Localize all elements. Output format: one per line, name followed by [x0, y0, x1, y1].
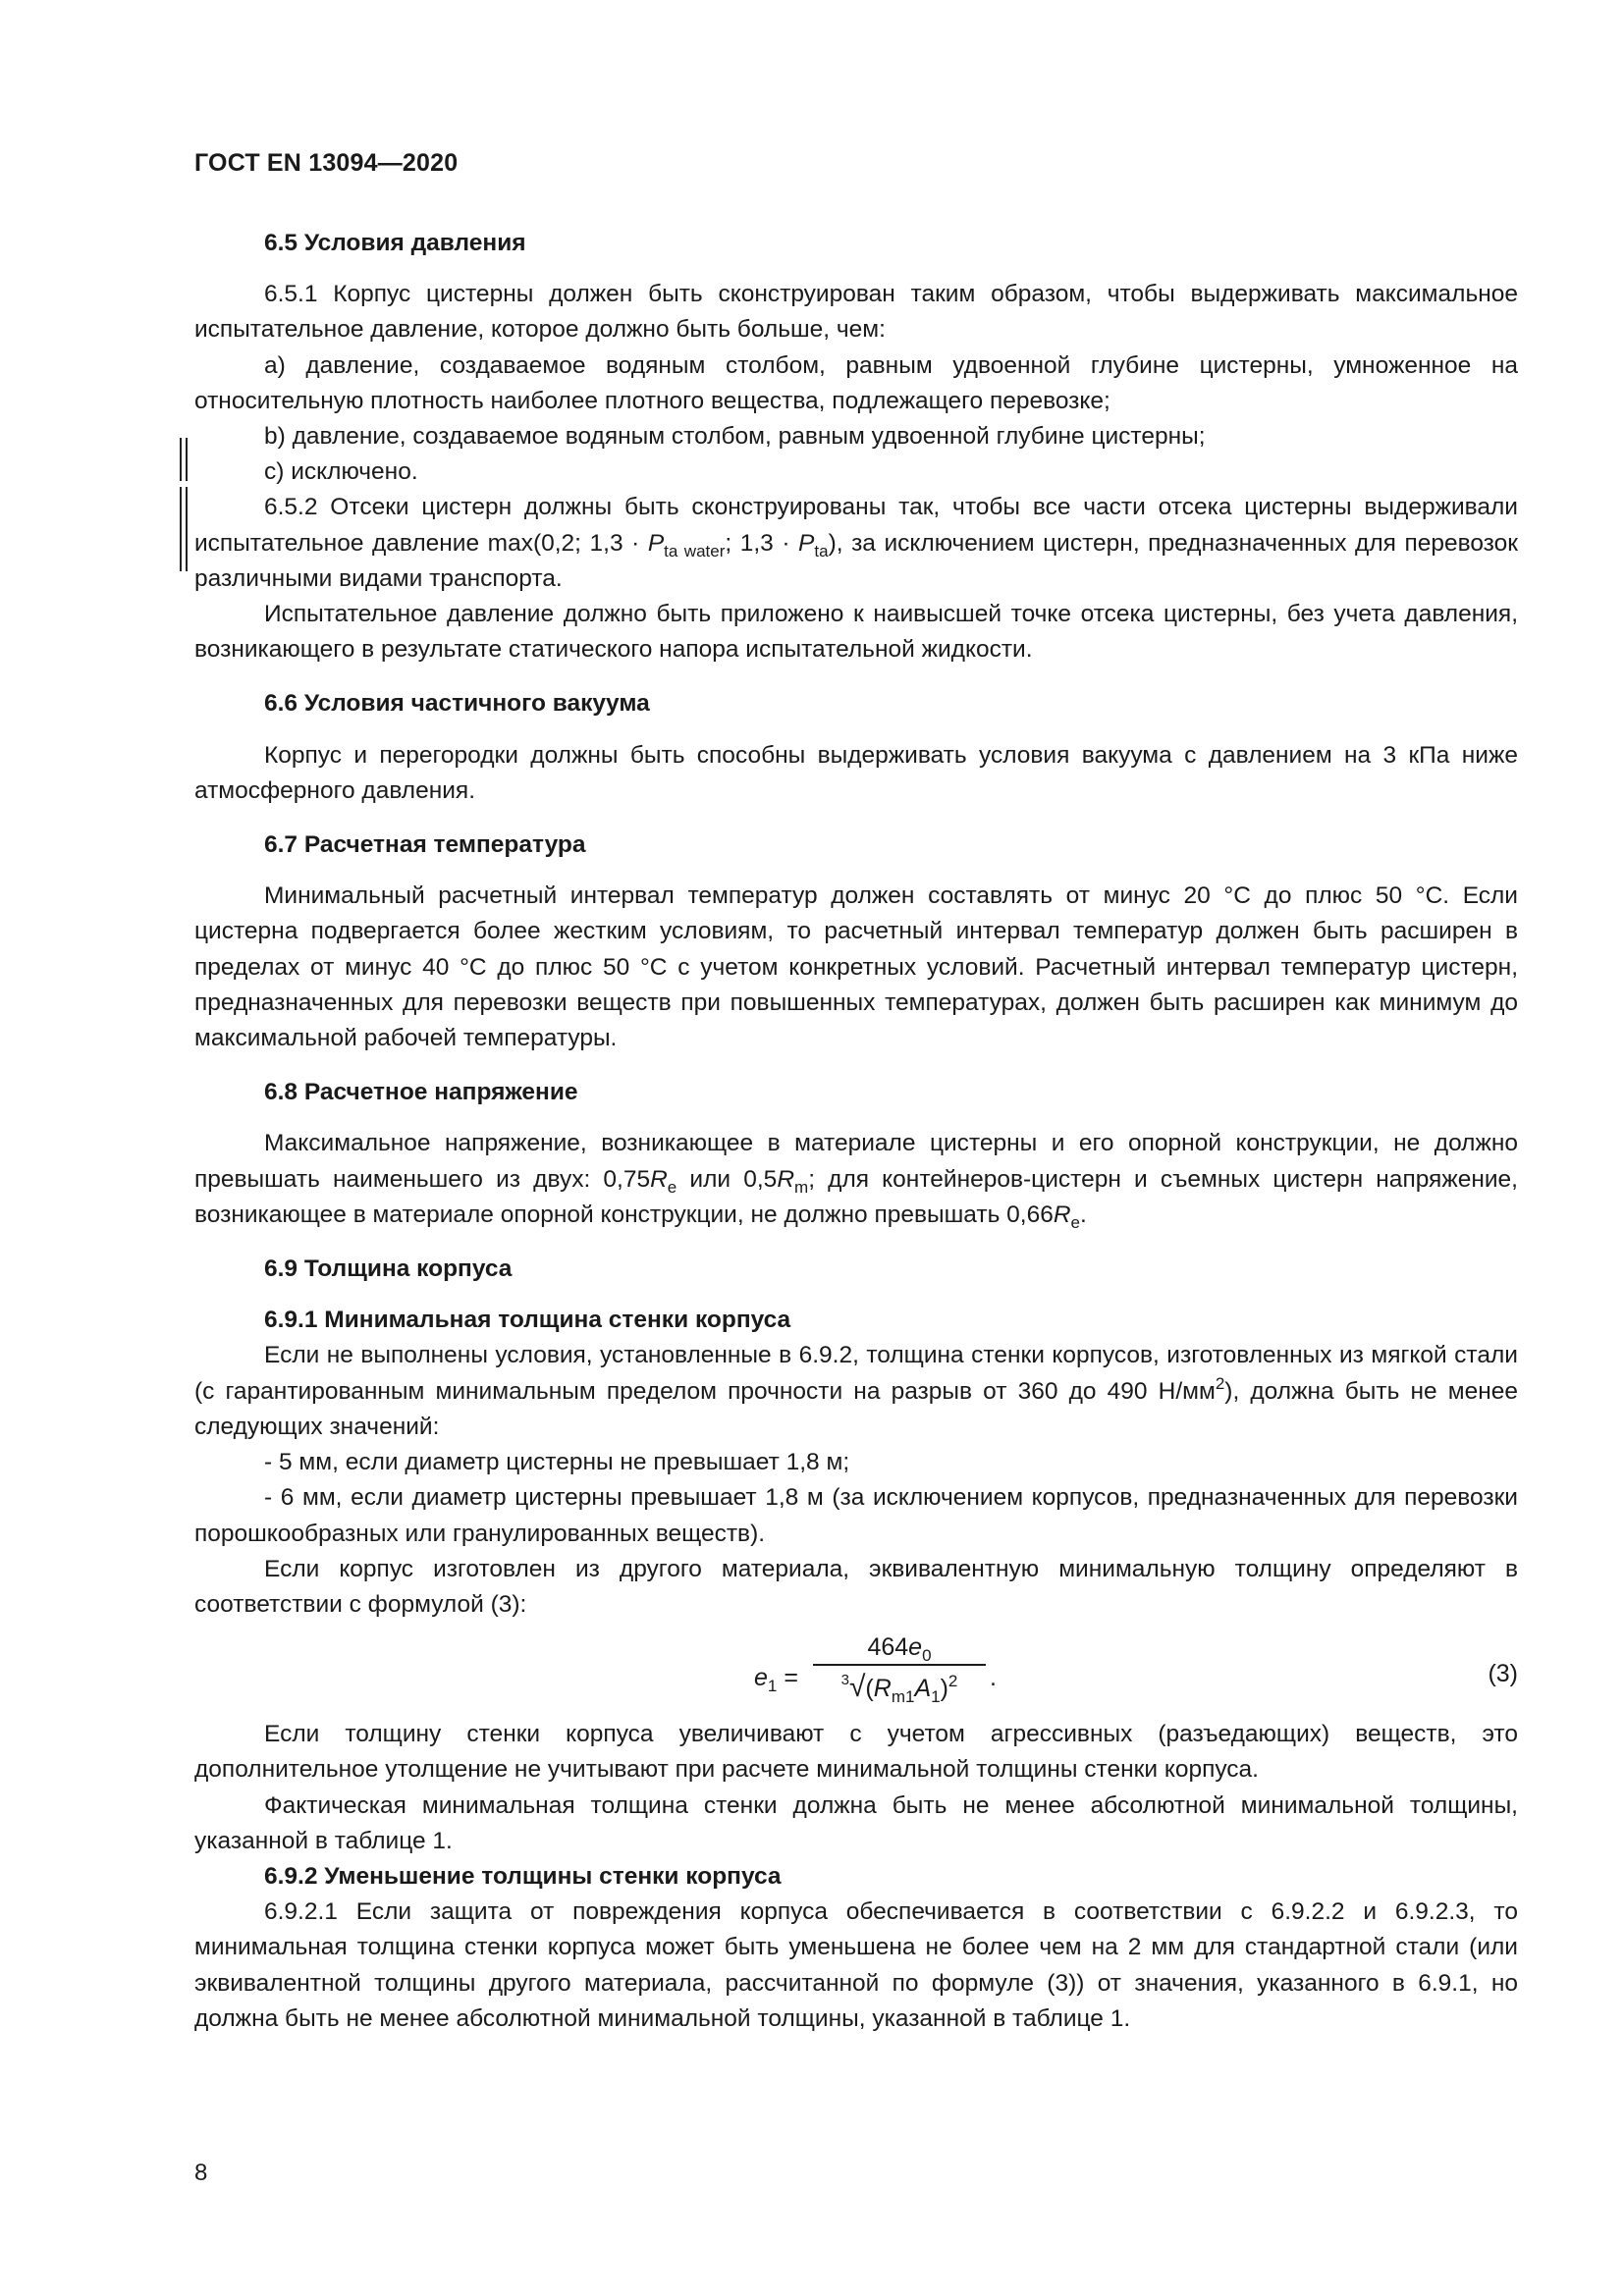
subsection-heading: 6.9.1 Минимальная толщина стенки корпуса	[264, 1307, 791, 1334]
section-heading: 6.7 Расчетная температура	[264, 831, 586, 859]
document-body	[194, 226, 1518, 2037]
paragraph: Фактическая минимальная толщина стенки должна быть не менее абсолютной минимальной толщины, указанной в таблице 1.	[194, 1791, 1518, 1854]
list-item: b) давление, создаваемое водяным столбом, равным удвоенной глубине цистерны;	[264, 423, 1206, 451]
section-heading: 6.5 Условия давления	[264, 230, 526, 256]
formula-number: (3)	[1488, 1660, 1518, 1688]
formula-fraction: $464e_0$ $^3√(R_{m1}A_1)^2$	[813, 1630, 986, 1709]
list-item: - 6 мм, если диаметр цистерны превышает 1,8 м (за исключением корпусов, предназначенных для перевозки порошкообразных или гранулированных веществ).	[194, 1484, 1518, 1547]
paragraph: Корпус и перегородки должны быть способны выдерживать условия вакуума с давлением на 3 кПа ниже атмосферного давления.	[194, 741, 1518, 804]
change-marker-bar	[180, 487, 188, 571]
document-header: ГОСТ EN 13094—2020	[194, 149, 459, 177]
paragraph: Если корпус изготовлен из другого материала, эквивалентную минимальную толщину определяют в соответствии с формулой (3):	[194, 1555, 1518, 1618]
paragraph: Если толщину стенки корпуса увеличивают с учетом агрессивных (разъедающих) веществ, это дополнительное утолщение не учитывают при расчете минимальной толщины стенки корпуса.	[194, 1721, 1518, 1784]
paragraph: Если не выполнены условия, установленные в 6.9.2, толщина стенки корпусов, изготовленных из мягкой стали (с гарантированным минимальным пределом прочности на разрыв от 360 до 490 $Н/мм^2$), должна быть не менее следующих значений:	[194, 1342, 1519, 1440]
formula-lhs: $e_1$ =	[754, 1664, 798, 1696]
paragraph: Минимальный расчетный интервал температур должен составлять от минус 20 °С до плюс 50 °С. Если цистерна подвергается более жестким условиям, то расчетный интервал температур должен быть расширен в пределах от минус 40 °С до плюс 50 °С с учетом конкретных условий. Расчетный интервал температур цистерн, предназначенных для перевозки веществ при повышенных температурах, должен быть расширен как минимум до максимальной рабочей температуры.	[194, 882, 1518, 1052]
section-heading: 6.6 Условия частичного вакуума	[264, 690, 650, 718]
paragraph: 6.5.2 Отсеки цистерн должны быть сконструированы так, чтобы все части отсека цистерны выдерживали испытательное давление max(0,2; $1,3 \cdot P_{ta water}$; $1,3 \cdot P_{ta}$), за исключением цистерн, предназначенных для перевозок различными видами транспорта.	[194, 494, 1518, 592]
paragraph: 6.5.1 Корпус цистерны должен быть сконструирован таким образом, чтобы выдерживать максимальное испытательное давление, которое должно быть больше, чем:	[194, 281, 1518, 344]
formula-3: $e_1$ = $464e_0$ $^3√(R_{m1}A_1)^2$ . (3)	[194, 1625, 1518, 1715]
section-heading: 6.8 Расчетное напряжение	[264, 1079, 578, 1106]
page-number: 8	[194, 2160, 208, 2186]
list-item: - 5 мм, если диаметр цистерны не превышает 1,8 м;	[264, 1449, 850, 1476]
paragraph: 6.9.2.1 Если защита от повреждения корпуса обеспечивается в соответствии с 6.9.2.2 и 6.9.2.3, то минимальная толщина стенки корпуса может быть уменьшена не более чем на 2 мм для стандартной стали (или эквивалентной толщины другого материала, рассчитанной по формуле (3)) от значения, указанного в 6.9.1, но должна быть не менее абсолютной минимальной толщины, указанной в таблице 1.	[194, 1898, 1518, 2032]
paragraph: Испытательное давление должно быть приложено к наивысшей точке отсека цистерны, без учета давления, возникающего в результате статического напора испытательной жидкости.	[194, 601, 1518, 664]
section-heading: 6.9 Толщина корпуса	[264, 1255, 513, 1283]
paragraph: Максимальное напряжение, возникающее в материале цистерны и его опорной конструкции, не должно превышать наименьшего из двух: $0,75R_e$ или $0,5R_m$; для контейнеров-цистерн и съемных цистерн напряжение, возникающее в материале опорной конструкции, не должно превышать $0,66R_e$.	[194, 1130, 1518, 1232]
subsection-heading: 6.9.2 Уменьшение толщины стенки корпуса	[264, 1862, 782, 1890]
list-item: c) исключено.	[264, 458, 418, 486]
list-item: a) давление, создаваемое водяным столбом, равным удвоенной глубине цистерны, умноженное на относительную плотность наиболее плотного вещества, подлежащего перевозке;	[194, 351, 1518, 414]
change-marker-bar	[180, 438, 188, 481]
